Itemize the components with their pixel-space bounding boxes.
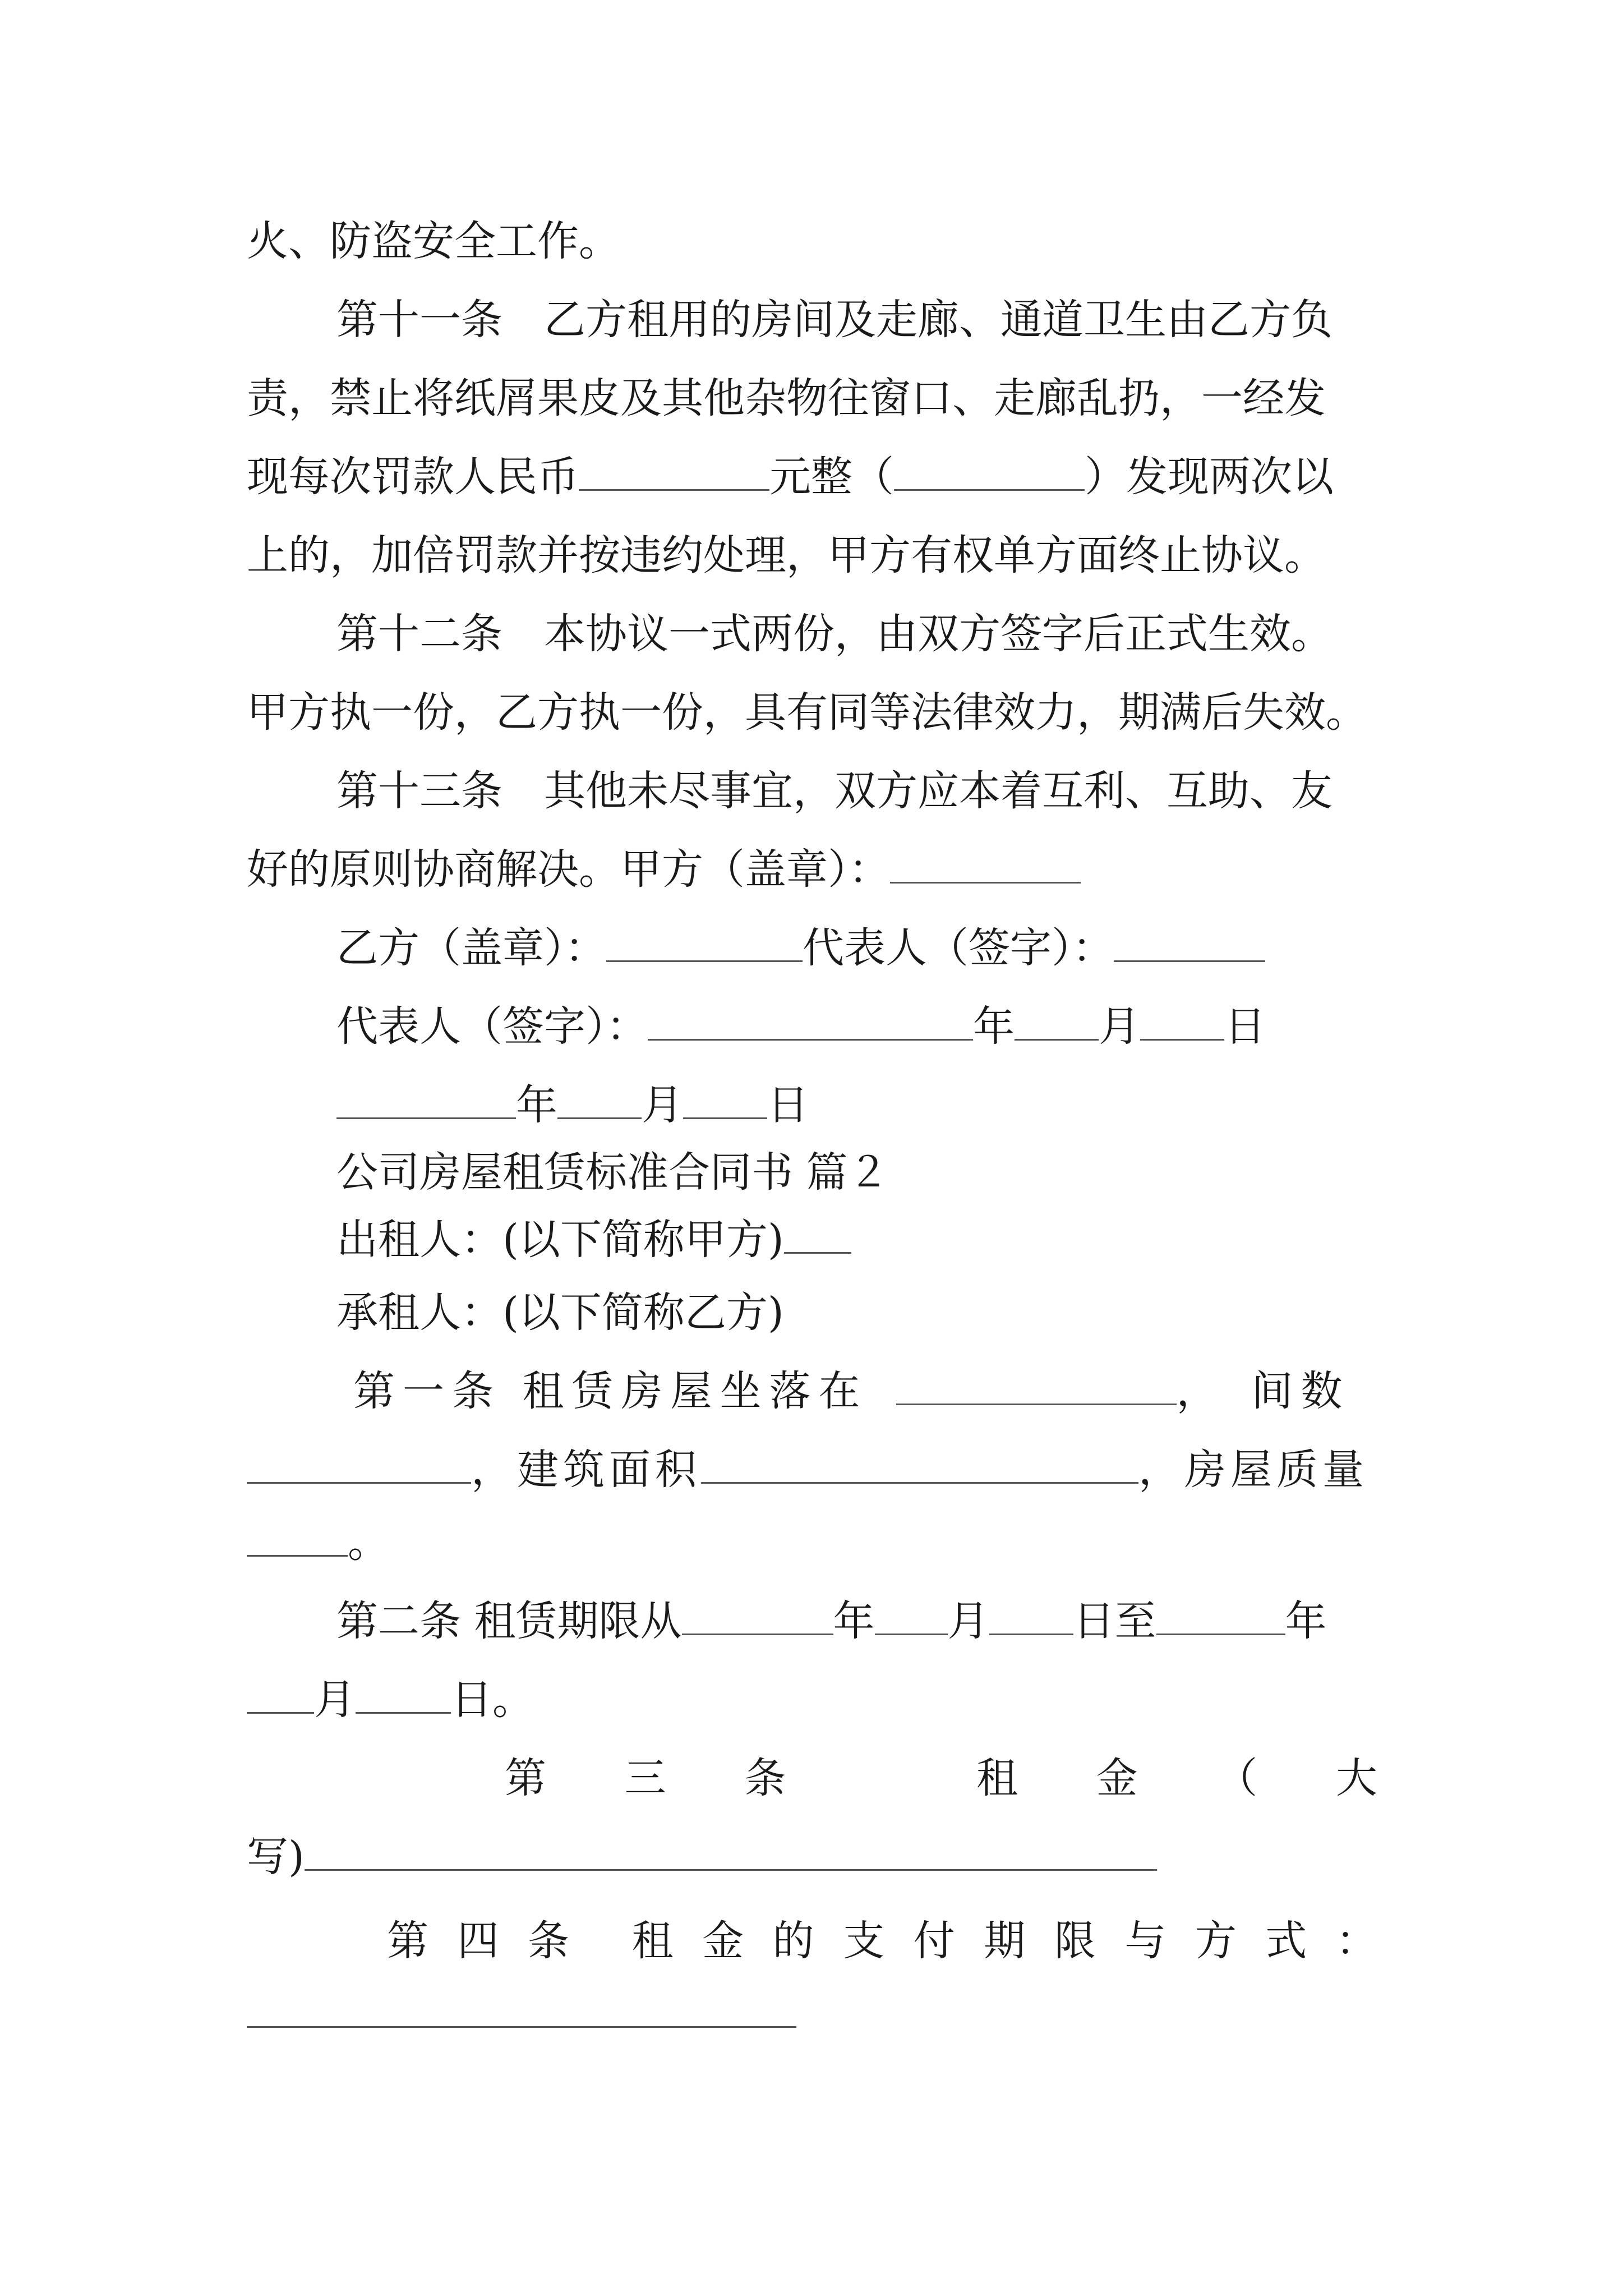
text: 第	[387, 1917, 428, 1965]
text: 写)	[247, 1833, 305, 1881]
blank-field	[356, 1673, 451, 1714]
blank-field	[989, 1594, 1073, 1635]
blank-field	[784, 1213, 851, 1254]
text-line	[247, 370, 1326, 426]
text: 日。	[451, 1676, 534, 1724]
text: 第一条 租赁房屋坐落在	[353, 1367, 868, 1415]
blank-field	[247, 1673, 314, 1714]
text: 的	[772, 1917, 814, 1965]
text: ，建筑面积	[471, 1446, 701, 1494]
text: 月	[642, 1081, 683, 1129]
text: 火、防盗安全工作。	[247, 217, 620, 265]
text: 第十二条 本协议一式两份，由双方签字后正式生效。	[336, 610, 1332, 658]
text: 方	[1195, 1917, 1237, 1965]
text: 出租人：(以下简称甲方)	[336, 1216, 784, 1264]
text: 条	[744, 1754, 786, 1802]
text: 月	[314, 1676, 356, 1724]
blank-field	[701, 1443, 1138, 1484]
text: 条	[528, 1917, 570, 1965]
clause-3-line	[505, 1750, 1377, 1806]
signature-line	[336, 920, 1265, 976]
text: 支	[843, 1917, 885, 1965]
text: 公司房屋租赁标准合同书 篇２	[336, 1148, 889, 1197]
text-line	[247, 684, 1367, 740]
blank-field	[1140, 1000, 1224, 1041]
text: 期	[984, 1917, 1026, 1965]
text: 年	[973, 1002, 1015, 1051]
text: 年	[833, 1597, 875, 1645]
text: 金	[1096, 1754, 1138, 1802]
text: ：	[1335, 1917, 1377, 1965]
text: 责，禁止将纸屑果皮及其他杂物往窗口、走廊乱扔，一经发	[247, 374, 1326, 422]
text: 好的原则协商解决。甲方（盖章）：	[247, 845, 890, 894]
blank-field	[896, 1364, 1177, 1405]
blank-field	[579, 450, 769, 491]
text-line	[247, 1672, 534, 1728]
text-line	[247, 1442, 1368, 1498]
text: ）发现两次以	[1085, 453, 1334, 501]
text: 租	[976, 1754, 1018, 1802]
text: 日	[767, 1081, 809, 1129]
clause-12-heading-line	[336, 606, 1332, 662]
text: 承租人：(以下简称乙方)	[336, 1289, 784, 1337]
blank-field	[683, 1078, 767, 1119]
text: 乙方（盖章）：	[336, 924, 606, 972]
text: 月	[947, 1597, 989, 1645]
blank-field	[894, 450, 1085, 491]
text: 年	[516, 1081, 557, 1129]
text: 月	[1099, 1002, 1140, 1051]
text: 日至	[1073, 1597, 1156, 1645]
text: 现每次罚款人民币	[247, 453, 579, 501]
blank-field	[682, 1594, 833, 1635]
clause-4-line	[387, 1913, 1377, 1969]
text: （	[1216, 1754, 1258, 1802]
blank-field	[890, 843, 1081, 884]
text-line	[247, 213, 620, 269]
blank-field	[648, 1000, 973, 1041]
lessor-line	[336, 1212, 851, 1268]
text: 限	[1054, 1917, 1096, 1965]
text: 代表人（签字）：	[803, 924, 1114, 972]
blank-field	[1156, 1594, 1285, 1635]
text: 日	[1224, 1002, 1266, 1051]
blank-field	[336, 1078, 516, 1119]
text: 甲方执一份，乙方执一份，具有同等法律效力，期满后失效。	[247, 688, 1367, 737]
text-line	[247, 1986, 796, 2042]
blank-field	[606, 921, 803, 962]
text: 代表人（签字）：	[336, 1002, 648, 1051]
text: 金	[702, 1917, 744, 1965]
text: 间数	[1251, 1367, 1350, 1415]
blank-field	[1114, 921, 1265, 962]
blank-field	[305, 1830, 1157, 1871]
clause-13-heading-line	[336, 763, 1332, 819]
text: ，	[1176, 1367, 1218, 1415]
text: 式	[1265, 1917, 1307, 1965]
lessee-line	[336, 1285, 784, 1341]
date-line	[336, 1077, 809, 1133]
blank-field	[247, 1516, 348, 1557]
text: 第	[505, 1754, 546, 1802]
clause-11-heading-line	[336, 292, 1332, 348]
blank-field	[247, 1987, 796, 2028]
text: 第二条 租赁期限从	[336, 1597, 682, 1645]
text-line	[247, 449, 1334, 505]
text: 元整（	[769, 453, 894, 501]
text: 年	[1285, 1597, 1327, 1645]
blank-field	[557, 1078, 642, 1119]
text: 大	[1335, 1754, 1377, 1802]
blank-field	[1015, 1000, 1099, 1041]
clause-2-line	[336, 1593, 1327, 1649]
blank-field	[247, 1443, 471, 1484]
text: 四	[457, 1917, 499, 1965]
text: 与	[1124, 1917, 1166, 1965]
clause-1-line	[353, 1363, 1350, 1419]
section-title	[336, 1144, 889, 1200]
text: 第十一条 乙方租用的房间及走廊、通道卫生由乙方负	[336, 296, 1332, 344]
text: 。	[348, 1519, 389, 1567]
text: 上的，加倍罚款并按违约处理，甲方有权单方面终止协议。	[247, 531, 1326, 579]
text-line	[247, 1829, 1157, 1885]
text: 第十三条 其他未尽事宜，双方应本着互利、互助、友	[336, 767, 1332, 815]
signature-line	[336, 999, 1266, 1055]
text-line	[247, 1515, 389, 1571]
blank-field	[875, 1594, 948, 1635]
text: 租	[631, 1917, 674, 1965]
text-line	[247, 527, 1326, 583]
text: ，房屋质量	[1138, 1446, 1368, 1494]
text: 付	[913, 1917, 955, 1965]
text: 三	[624, 1754, 666, 1802]
text-line	[247, 841, 1081, 898]
